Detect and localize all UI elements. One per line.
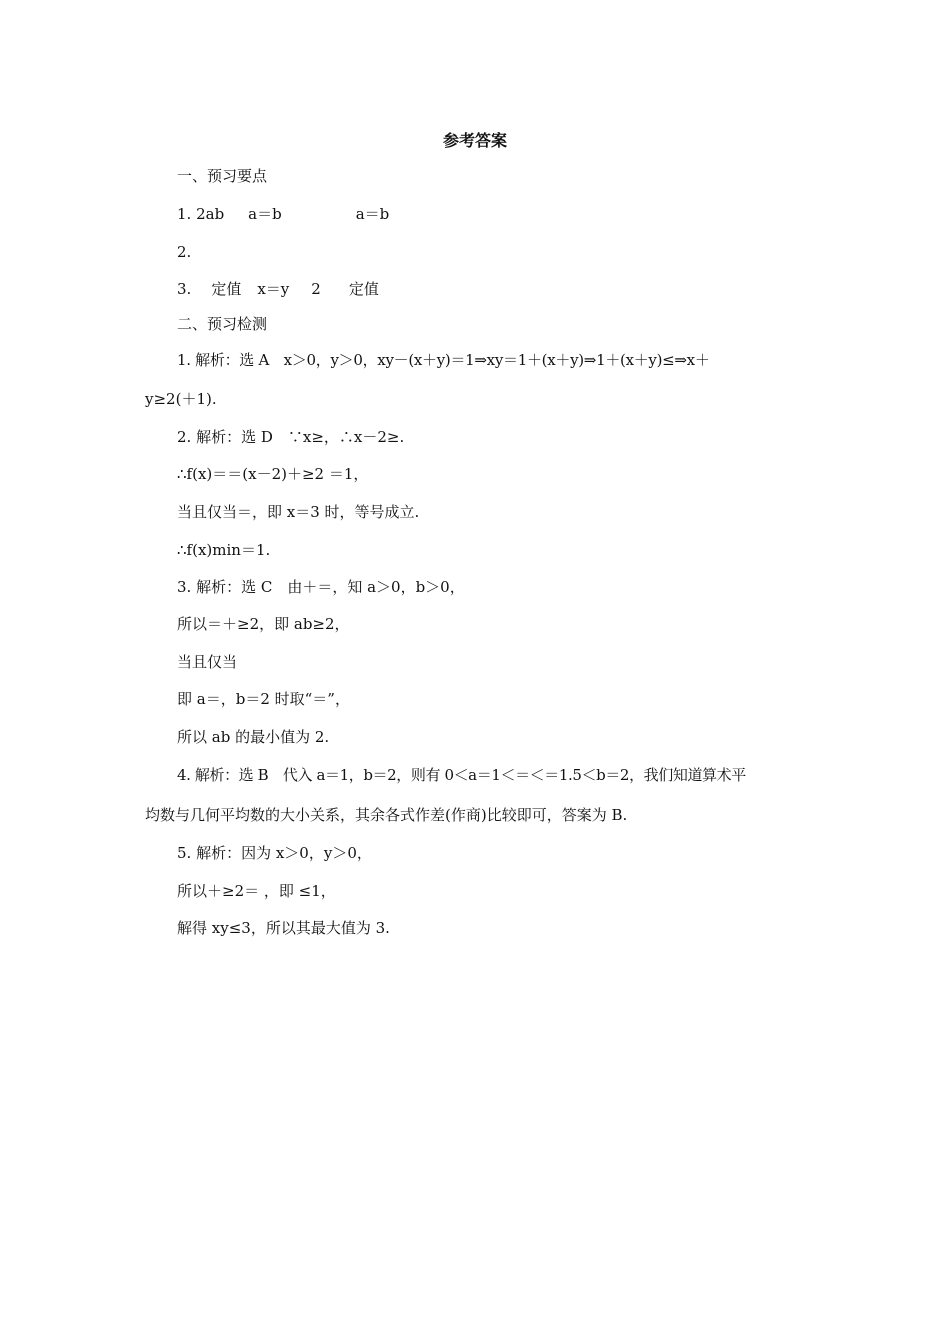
answer-3-line-1: 3. 解析：选 C 由＋＝，知 a＞0，b＞0， <box>177 578 465 596</box>
answer-5-line-2: 所以＋≥2＝ ，即 ≤1， <box>177 882 336 900</box>
answer-3-line-3: 当且仅当 <box>177 653 238 671</box>
item-1-part-1: 1. 2ab <box>177 205 225 223</box>
answer-1-line-1: 1. 解析：选 A x＞0，y＞0，xy－(x＋y)＝1⇒xy＝1＋(x＋y)⇒1＋(x＋y)≤⇒x＋ <box>177 351 710 369</box>
answer-4-line-2: 均数与几何平均数的大小关系，其余各式作差(作商)比较即可，答案为 B. <box>145 806 628 824</box>
item-3-part-2: 定值 <box>211 280 242 298</box>
item-2: 2. <box>177 243 192 261</box>
answer-3-line-5: 所以 ab 的最小值为 2. <box>177 728 330 746</box>
answer-3-line-2: 所以＝＋≥2，即 ab≥2， <box>177 615 350 633</box>
item-3-part-5: 定值 <box>348 280 379 298</box>
item-1-part-3: a＝b <box>355 205 390 223</box>
answer-2-line-1: 2. 解析：选 D ∵x≥，∴x－2≥. <box>177 428 405 446</box>
answer-2-line-3: 当且仅当＝，即 x＝3 时，等号成立. <box>177 503 420 521</box>
answer-2-line-4: ∴f(x)min＝1. <box>177 541 271 559</box>
answer-1-line-2: y≥2(＋1). <box>145 390 217 408</box>
answer-3-line-4: 即 a＝，b＝2 时取“＝”， <box>177 690 350 708</box>
item-3-part-1: 3. <box>177 280 192 298</box>
item-3-part-4: 2 <box>311 280 321 298</box>
section-1-heading: 一、预习要点 <box>177 167 268 185</box>
answer-5-line-3: 解得 xy≤3，所以其最大值为 3. <box>177 919 390 937</box>
item-3 <box>177 279 379 299</box>
page-title: 参考答案 <box>442 131 507 150</box>
item-1 <box>177 204 389 224</box>
answer-5-line-1: 5. 解析：因为 x＞0，y＞0， <box>177 844 372 862</box>
answer-2-line-2: ∴f(x)＝＝(x－2)＋≥2 ＝1， <box>177 465 369 483</box>
item-1-part-2: a＝b <box>248 205 282 223</box>
section-2-heading: 二、预习检测 <box>177 315 268 333</box>
item-3-part-3: x＝y <box>257 280 290 298</box>
answer-4-line-1: 4. 解析：选 B 代入 a＝1，b＝2，则有 0＜a＝1＜＝＜＝1.5＜b＝2，我们知道算术平 <box>177 766 746 784</box>
